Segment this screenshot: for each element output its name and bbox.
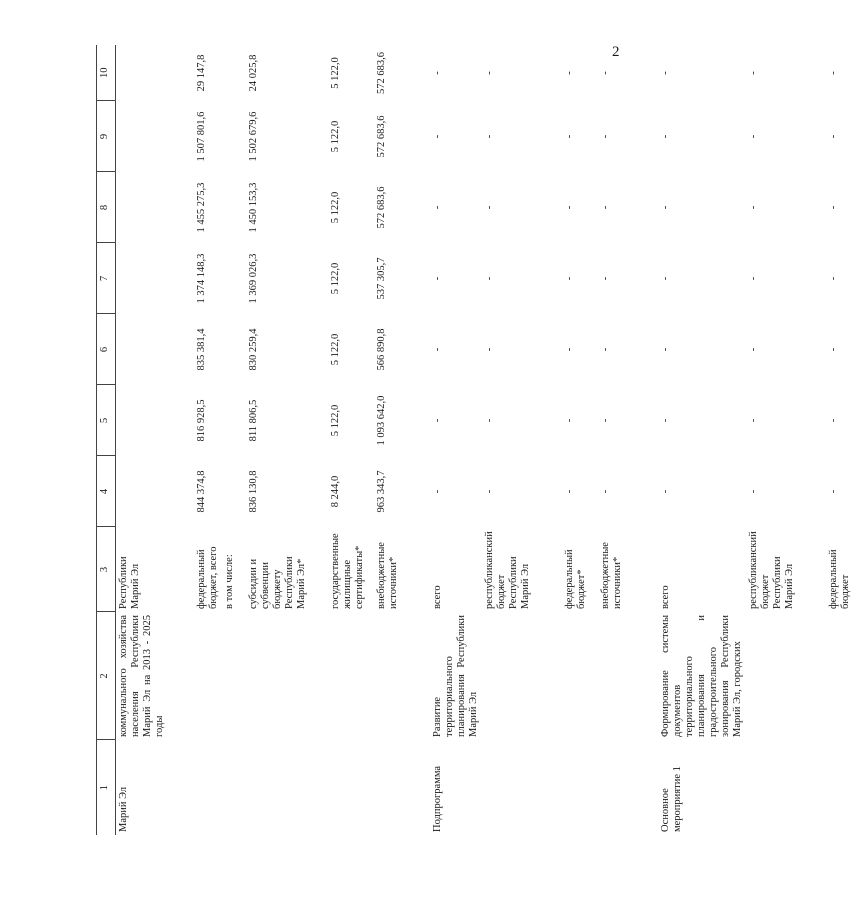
col-header: 1 bbox=[97, 740, 116, 835]
value-cell: - bbox=[432, 347, 443, 352]
value-cell: - bbox=[600, 276, 611, 281]
header-row bbox=[97, 45, 116, 835]
value-cell: 5 122,0 bbox=[330, 120, 341, 153]
value-cell bbox=[222, 456, 246, 527]
value-cell: - bbox=[432, 71, 443, 75]
value-cell: - bbox=[660, 347, 671, 352]
value-cell bbox=[222, 314, 246, 385]
table-row bbox=[116, 45, 195, 835]
value-cell: - bbox=[484, 347, 495, 352]
row-title-cell bbox=[826, 612, 854, 740]
table-row bbox=[826, 45, 854, 835]
value-cell: - bbox=[432, 134, 443, 139]
value-cell: 1 374 148,3 bbox=[196, 253, 207, 304]
value-cell: 5 122,0 bbox=[330, 262, 341, 295]
row-code-cell bbox=[562, 740, 598, 835]
value-cell: 5 122,0 bbox=[330, 404, 341, 437]
row-code-cell bbox=[328, 740, 374, 835]
row-title-cell bbox=[328, 612, 374, 740]
table-row bbox=[430, 45, 482, 835]
row-code-cell bbox=[746, 740, 826, 835]
row-code-cell: Марий Эл bbox=[118, 786, 129, 832]
col-header: 10 bbox=[97, 45, 116, 101]
value-cell: 5 122,0 bbox=[330, 57, 341, 89]
value-cell: - bbox=[564, 276, 575, 281]
value-cell: - bbox=[600, 489, 611, 494]
value-cell: - bbox=[828, 489, 839, 494]
value-cell: 816 928,5 bbox=[196, 399, 207, 442]
value-cell bbox=[116, 101, 195, 172]
table-row bbox=[482, 45, 562, 835]
value-cell: 1 507 801,6 bbox=[196, 111, 207, 162]
value-cell: - bbox=[748, 489, 759, 494]
value-cell: 572 683,6 bbox=[376, 52, 387, 94]
value-cell: - bbox=[484, 276, 495, 281]
value-cell bbox=[222, 172, 246, 243]
value-cell: - bbox=[600, 205, 611, 210]
value-cell bbox=[116, 243, 195, 314]
value-cell: - bbox=[600, 71, 611, 75]
col-header: 5 bbox=[97, 385, 116, 456]
row-title-cell: Развитие территориального планирования Республики Марий Эл bbox=[432, 615, 479, 737]
value-cell: 572 683,6 bbox=[376, 186, 387, 229]
value-cell: - bbox=[432, 418, 443, 423]
funding-source-cell: федеральный бюджет* bbox=[564, 549, 587, 609]
value-cell: 572 683,6 bbox=[376, 115, 387, 158]
value-cell: - bbox=[432, 276, 443, 281]
table-row bbox=[222, 45, 246, 835]
value-cell: - bbox=[748, 71, 759, 75]
row-code-cell: Основное мероприятие 1 bbox=[660, 766, 683, 832]
table-row bbox=[746, 45, 826, 835]
value-cell: - bbox=[484, 489, 495, 494]
value-cell: - bbox=[660, 489, 671, 494]
col-header: 6 bbox=[97, 314, 116, 385]
value-cell: - bbox=[660, 418, 671, 423]
value-cell bbox=[116, 172, 195, 243]
value-cell bbox=[116, 45, 195, 101]
funding-source-cell: федеральный бюджет, всего bbox=[196, 546, 219, 609]
value-cell: 5 122,0 bbox=[330, 191, 341, 224]
row-title-cell bbox=[598, 612, 658, 740]
funding-source-cell: государственные жилищные сертификаты* bbox=[330, 533, 365, 609]
table-row bbox=[374, 45, 430, 835]
value-cell: - bbox=[600, 347, 611, 352]
row-title-cell bbox=[246, 612, 328, 740]
value-cell bbox=[116, 456, 195, 527]
value-cell: - bbox=[828, 71, 839, 75]
value-cell: 1 093 642,0 bbox=[376, 395, 387, 446]
value-cell: - bbox=[484, 71, 495, 75]
value-cell: - bbox=[564, 71, 575, 75]
value-cell: - bbox=[484, 134, 495, 139]
value-cell: - bbox=[484, 205, 495, 210]
value-cell: - bbox=[564, 347, 575, 352]
value-cell: 830 259,4 bbox=[248, 328, 259, 371]
row-title-cell: коммунального хозяйства населения Республики Марий Эл на 2013 - 2025 годы bbox=[118, 615, 165, 737]
funding-source-cell: федеральный бюджет bbox=[828, 549, 851, 609]
value-cell: - bbox=[828, 347, 839, 352]
value-cell: - bbox=[748, 276, 759, 281]
value-cell: 5 122,0 bbox=[330, 333, 341, 366]
page-number: 2 bbox=[612, 44, 620, 60]
row-title-cell bbox=[562, 612, 598, 740]
value-cell: - bbox=[660, 276, 671, 281]
value-cell: 1 369 026,3 bbox=[248, 253, 259, 304]
table-row bbox=[328, 45, 374, 835]
value-cell: - bbox=[600, 418, 611, 423]
funding-source-cell: внебюджетные источники* bbox=[600, 542, 623, 609]
col-header: 4 bbox=[97, 456, 116, 527]
row-title-cell bbox=[746, 612, 826, 740]
value-cell: 811 806,5 bbox=[248, 399, 259, 442]
row-code-cell bbox=[826, 740, 854, 835]
value-cell: - bbox=[748, 347, 759, 352]
funding-source-cell: всего bbox=[432, 585, 443, 609]
value-cell bbox=[222, 45, 246, 101]
value-cell: 1 450 153,3 bbox=[248, 182, 259, 233]
value-cell: - bbox=[564, 418, 575, 423]
value-cell: - bbox=[748, 134, 759, 139]
row-title-cell bbox=[482, 612, 562, 740]
value-cell: - bbox=[484, 418, 495, 423]
col-header: 7 bbox=[97, 243, 116, 314]
table-row bbox=[194, 45, 222, 835]
value-cell: - bbox=[828, 418, 839, 423]
funding-source-cell: в том числе: bbox=[224, 554, 235, 609]
value-cell: 29 147,8 bbox=[196, 54, 207, 92]
value-cell: 537 305,7 bbox=[376, 257, 387, 300]
value-cell bbox=[222, 385, 246, 456]
value-cell: - bbox=[660, 134, 671, 139]
row-code-cell: Подпрограмма bbox=[432, 765, 443, 832]
row-title-cell: Формирование системы документов территориального планирования и градостроительного зонирования Республики Марий Эл, городских bbox=[660, 615, 743, 737]
col-header: 8 bbox=[97, 172, 116, 243]
value-cell: - bbox=[748, 205, 759, 210]
value-cell: 1 455 275,3 bbox=[196, 182, 207, 233]
value-cell: - bbox=[660, 205, 671, 210]
value-cell: 8 244,0 bbox=[330, 475, 341, 508]
value-cell bbox=[116, 385, 195, 456]
budget-table bbox=[96, 45, 854, 835]
col-header: 3 bbox=[97, 527, 116, 612]
value-cell bbox=[116, 314, 195, 385]
value-cell: - bbox=[564, 134, 575, 139]
value-cell: 1 502 679,6 bbox=[248, 111, 259, 162]
value-cell: 835 381,4 bbox=[196, 328, 207, 371]
value-cell: - bbox=[564, 489, 575, 494]
row-code-cell bbox=[194, 740, 222, 835]
value-cell: - bbox=[432, 489, 443, 494]
value-cell: - bbox=[828, 205, 839, 210]
value-cell: - bbox=[828, 134, 839, 139]
col-header: 2 bbox=[97, 612, 116, 740]
value-cell: - bbox=[748, 418, 759, 423]
row-code-cell bbox=[246, 740, 328, 835]
funding-source-cell: Республики Марий Эл bbox=[118, 556, 141, 609]
row-code-cell bbox=[222, 740, 246, 835]
value-cell: - bbox=[564, 205, 575, 210]
value-cell: - bbox=[432, 205, 443, 210]
value-cell: - bbox=[600, 134, 611, 139]
value-cell: 24 025,8 bbox=[248, 54, 259, 92]
value-cell: 844 374,8 bbox=[196, 470, 207, 513]
funding-source-cell: всего bbox=[660, 585, 671, 609]
row-code-cell bbox=[482, 740, 562, 835]
col-header: 9 bbox=[97, 101, 116, 172]
row-title-cell bbox=[194, 612, 222, 740]
value-cell: 963 343,7 bbox=[376, 470, 387, 513]
value-cell: - bbox=[660, 71, 671, 75]
value-cell: - bbox=[828, 276, 839, 281]
value-cell bbox=[222, 243, 246, 314]
funding-source-cell: субсидии и субвенции бюджету Республики Марий Эл* bbox=[248, 556, 307, 609]
funding-source-cell: республиканский бюджет Республики Марий Эл bbox=[748, 531, 795, 609]
funding-source-cell: республиканский бюджет Республики Марий Эл bbox=[484, 531, 531, 609]
value-cell bbox=[222, 101, 246, 172]
table-row bbox=[658, 45, 746, 835]
table-row bbox=[598, 45, 658, 835]
table-row bbox=[562, 45, 598, 835]
row-code-cell bbox=[598, 740, 658, 835]
value-cell: 836 130,8 bbox=[248, 470, 259, 513]
table-row bbox=[246, 45, 328, 835]
row-code-cell bbox=[374, 740, 430, 835]
row-title-cell bbox=[222, 612, 246, 740]
row-title-cell bbox=[374, 612, 430, 740]
value-cell: 566 890,8 bbox=[376, 328, 387, 371]
funding-source-cell: внебюджетные источники* bbox=[376, 542, 399, 609]
